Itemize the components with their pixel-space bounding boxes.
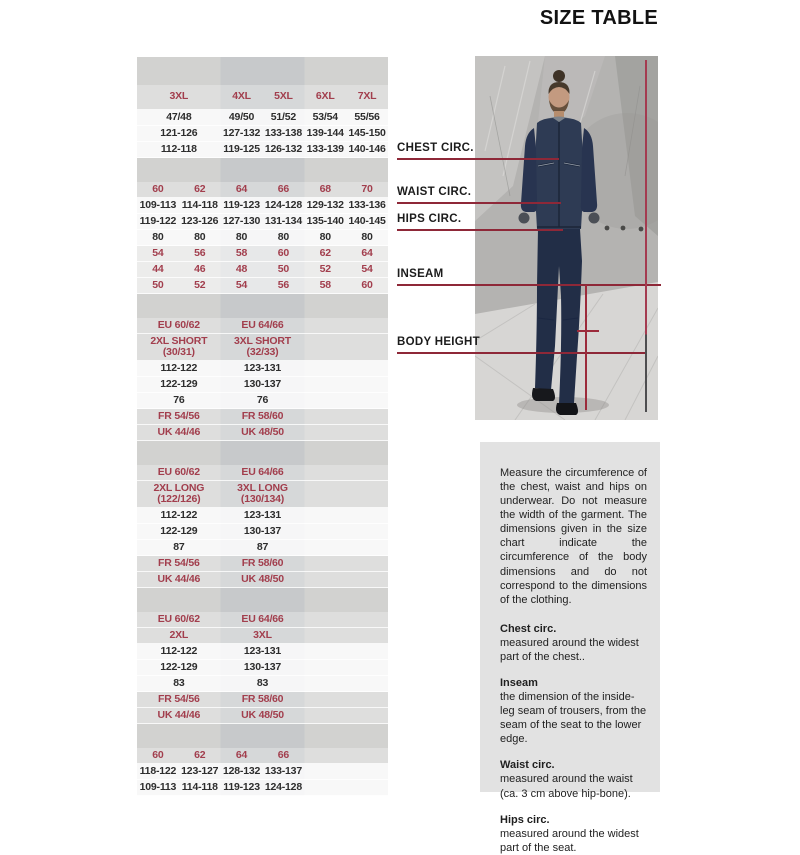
table-cell: FR 54/56 <box>158 557 200 569</box>
table-row <box>137 540 388 556</box>
table-cell: 123-131 <box>243 509 282 521</box>
table-cell: 133-138 <box>264 127 302 139</box>
table-cell: FR 58/60 <box>241 410 284 422</box>
table-cell: 2XL <box>169 629 189 641</box>
table-cell: 87 <box>173 541 185 553</box>
table-cell: 124-128 <box>264 199 302 211</box>
measure-line-chest <box>397 158 559 160</box>
table-cell: FR 54/56 <box>158 693 200 705</box>
table-cell: 2XL LONG (122/126) <box>153 482 205 505</box>
table-cell: EU 60/62 <box>157 613 200 625</box>
table-cell: 7XL <box>357 91 377 103</box>
table-row <box>137 425 388 441</box>
table-cell: 60 <box>152 749 164 761</box>
table-cell: 121-126 <box>160 127 198 139</box>
table-cell: 130-137 <box>243 661 282 673</box>
table-cell: 126-132 <box>264 143 302 155</box>
definition-term: Waist circ. <box>500 759 555 772</box>
definition-text: measured around the waist (ca. 3 cm above hip-bone). <box>500 773 633 800</box>
table-cell: 119-125 <box>223 143 260 155</box>
table-cell: 50 <box>152 279 164 291</box>
table-cell: 112-118 <box>160 143 197 155</box>
table-cell: 133-136 <box>348 199 386 211</box>
table-row <box>137 214 388 230</box>
table-row <box>137 361 388 377</box>
table-cell: 119-123 <box>223 781 260 793</box>
table-cell: 54 <box>152 247 164 259</box>
table-cell: 48 <box>235 263 248 275</box>
table-cell: 60 <box>361 279 373 291</box>
definition-inseam <box>500 676 647 746</box>
table-cell: 51/52 <box>270 111 297 123</box>
table-row <box>137 182 388 198</box>
table-row <box>137 142 388 158</box>
table-cell: 83 <box>256 677 269 689</box>
definition-term: Chest circ. <box>500 622 557 635</box>
section-separator <box>137 294 388 318</box>
table-cell: 5XL <box>274 91 293 103</box>
table-cell: UK 48/50 <box>241 426 284 438</box>
table-cell: 130-137 <box>243 378 282 390</box>
table-cell: 62 <box>194 183 206 195</box>
table-row <box>137 126 388 142</box>
table-cell: 62 <box>319 247 331 259</box>
table-cell: 52 <box>194 279 206 291</box>
table-cell: 135-140 <box>306 215 344 227</box>
table-row <box>137 612 388 628</box>
table-cell: 123-131 <box>243 645 282 657</box>
table-cell: 109-113 <box>139 199 177 211</box>
definition-term: Inseam <box>500 677 538 690</box>
table-cell: EU 64/66 <box>241 613 284 625</box>
table-cell: 112-122 <box>160 509 198 521</box>
measure-label-body-height: BODY HEIGHT <box>397 336 480 348</box>
table-cell: FR 54/56 <box>158 410 200 422</box>
table-row <box>137 377 388 393</box>
table-row <box>137 318 388 334</box>
info-panel <box>480 442 660 854</box>
table-cell: 133-139 <box>306 143 344 155</box>
table-row <box>137 246 388 262</box>
table-cell: 83 <box>173 677 185 689</box>
table-row <box>137 230 388 246</box>
measure-line-waist <box>397 202 561 204</box>
info-intro: Measure the circumference of the chest, waist and hips on underwear. Do not measure the width of the garment. The dimensions given in the size chart indicate the circumference of the body dimensions and do not correspond to the dimensions of the clothing. <box>500 467 647 606</box>
table-cell: 64 <box>361 247 373 259</box>
table-cell: 127-130 <box>223 215 261 227</box>
table-cell: EU 60/62 <box>157 466 200 478</box>
table-cell: UK 44/46 <box>157 426 201 438</box>
table-cell: 52 <box>319 263 331 275</box>
model-photo <box>475 56 658 420</box>
measure-line-hips <box>397 229 563 231</box>
table-cell: 58 <box>319 279 331 291</box>
table-row <box>137 676 388 692</box>
table-cell: 140-145 <box>348 215 386 227</box>
table-row <box>137 85 388 110</box>
table-cell: 56 <box>194 247 206 259</box>
table-cell: 46 <box>194 263 206 275</box>
table-cell: 2XL SHORT (30/31) <box>150 335 208 358</box>
measure-label-hips: HIPS CIRC. <box>397 213 462 225</box>
definition-chest <box>500 622 647 664</box>
table-cell: 119-123 <box>223 199 260 211</box>
table-cell: 60 <box>277 247 290 259</box>
table-cell: 80 <box>152 231 164 243</box>
table-cell: 130-137 <box>243 525 282 537</box>
table-cell: 128-132 <box>223 765 261 777</box>
table-row <box>137 278 388 294</box>
table-row <box>137 780 388 796</box>
table-cell: 3XL LONG (130/134) <box>237 482 288 505</box>
table-cell: 140-146 <box>348 143 386 155</box>
table-cell: 119-122 <box>139 215 177 227</box>
measure-label-waist: WAIST CIRC. <box>397 186 472 198</box>
definition-waist <box>500 758 647 800</box>
table-cell: 60 <box>152 183 164 195</box>
table-cell: 66 <box>277 749 290 761</box>
table-cell: 3XL <box>169 91 189 103</box>
table-cell: 64 <box>235 183 248 195</box>
table-cell: 53/54 <box>312 111 338 123</box>
table-cell: 80 <box>194 231 206 243</box>
table-cell: 49/50 <box>228 111 255 123</box>
table-cell: UK 48/50 <box>241 709 284 721</box>
table-cell: 54 <box>361 263 373 275</box>
size-table <box>137 57 388 796</box>
table-cell: 118-122 <box>139 765 177 777</box>
section-separator <box>137 158 388 182</box>
table-row <box>137 748 388 764</box>
section-separator <box>137 724 388 748</box>
table-cell: 64 <box>235 749 248 761</box>
page-title: SIZE TABLE <box>539 7 658 29</box>
measure-line-body-height <box>397 352 646 354</box>
measure-vline-inseam <box>585 285 587 410</box>
table-row <box>137 524 388 540</box>
table-cell: 127-132 <box>223 127 261 139</box>
table-cell: 123-131 <box>243 362 282 374</box>
table-cell: 109-113 <box>139 781 177 793</box>
table-row <box>137 198 388 214</box>
table-cell: EU 60/62 <box>157 319 200 331</box>
table-cell: 54 <box>235 279 248 291</box>
table-cell: 70 <box>361 183 373 195</box>
table-cell: UK 48/50 <box>241 573 284 585</box>
table-cell: 123-127 <box>181 765 219 777</box>
section-separator <box>137 588 388 612</box>
table-cell: 66 <box>277 183 290 195</box>
table-cell: 112-122 <box>160 362 198 374</box>
table-row <box>137 572 388 588</box>
table-cell: EU 64/66 <box>241 319 284 331</box>
table-cell: 3XL SHORT (32/33) <box>234 335 291 358</box>
table-row <box>137 508 388 524</box>
table-cell: 123-126 <box>181 215 219 227</box>
table-cell: 56 <box>277 279 290 291</box>
table-cell: 133-137 <box>264 765 302 777</box>
section-separator <box>137 441 388 465</box>
table-row <box>137 481 388 508</box>
table-row <box>137 465 388 481</box>
table-cell: UK 44/46 <box>157 573 201 585</box>
measure-label-chest: CHEST CIRC. <box>397 142 474 154</box>
table-cell: 44 <box>152 263 164 275</box>
measure-line-inseam <box>397 284 661 286</box>
table-row <box>137 556 388 572</box>
table-cell: 112-122 <box>160 645 198 657</box>
table-cell: 76 <box>256 394 269 406</box>
table-cell: 131-134 <box>264 215 302 227</box>
table-cell: 80 <box>235 231 248 243</box>
table-row <box>137 262 388 278</box>
table-row <box>137 393 388 409</box>
table-row <box>137 708 388 724</box>
table-row <box>137 660 388 676</box>
table-row <box>137 409 388 425</box>
measure-label-inseam: INSEAM <box>397 268 444 280</box>
table-cell: 122-129 <box>160 378 198 390</box>
table-cell: 80 <box>361 231 373 243</box>
definition-text: measured around the widest part of the seat. <box>500 827 639 854</box>
definition-text: measured around the widest part of the chest.. <box>500 636 639 663</box>
table-cell: FR 58/60 <box>241 557 284 569</box>
table-cell: 80 <box>319 231 331 243</box>
table-cell: 122-129 <box>160 661 198 673</box>
table-cell: 124-128 <box>264 781 302 793</box>
measure-vline-body-height <box>645 60 647 412</box>
table-cell: 55/56 <box>354 111 380 123</box>
table-row <box>137 692 388 708</box>
table-cell: 129-132 <box>306 199 344 211</box>
table-cell: 3XL <box>253 629 272 641</box>
section-separator <box>137 57 388 85</box>
table-cell: 50 <box>277 263 290 275</box>
table-cell: 62 <box>194 749 206 761</box>
measure-tick-inseam <box>577 330 599 332</box>
table-row <box>137 110 388 126</box>
table-cell: 80 <box>277 231 290 243</box>
table-cell: 122-129 <box>160 525 198 537</box>
table-cell: 145-150 <box>348 127 386 139</box>
table-cell: 87 <box>256 541 269 553</box>
table-cell: EU 64/66 <box>241 466 284 478</box>
definition-hips <box>500 813 647 855</box>
table-cell: 76 <box>173 394 185 406</box>
table-row <box>137 628 388 644</box>
table-cell: 47/48 <box>166 111 192 123</box>
table-cell: FR 58/60 <box>241 693 284 705</box>
table-cell: 6XL <box>315 91 335 103</box>
table-cell: 114-118 <box>181 199 218 211</box>
definition-term: Hips circ. <box>500 813 550 826</box>
table-cell: 4XL <box>232 91 251 103</box>
table-cell: 139-144 <box>306 127 344 139</box>
table-cell: 114-118 <box>181 781 218 793</box>
definition-text: the dimension of the inside-leg seam of trousers, from the seam of the seat to the lower edge. <box>500 691 647 746</box>
table-row <box>137 334 388 361</box>
table-row <box>137 644 388 660</box>
table-row <box>137 764 388 780</box>
table-cell: UK 44/46 <box>157 709 201 721</box>
table-cell: 68 <box>319 183 331 195</box>
table-cell: 58 <box>235 247 248 259</box>
